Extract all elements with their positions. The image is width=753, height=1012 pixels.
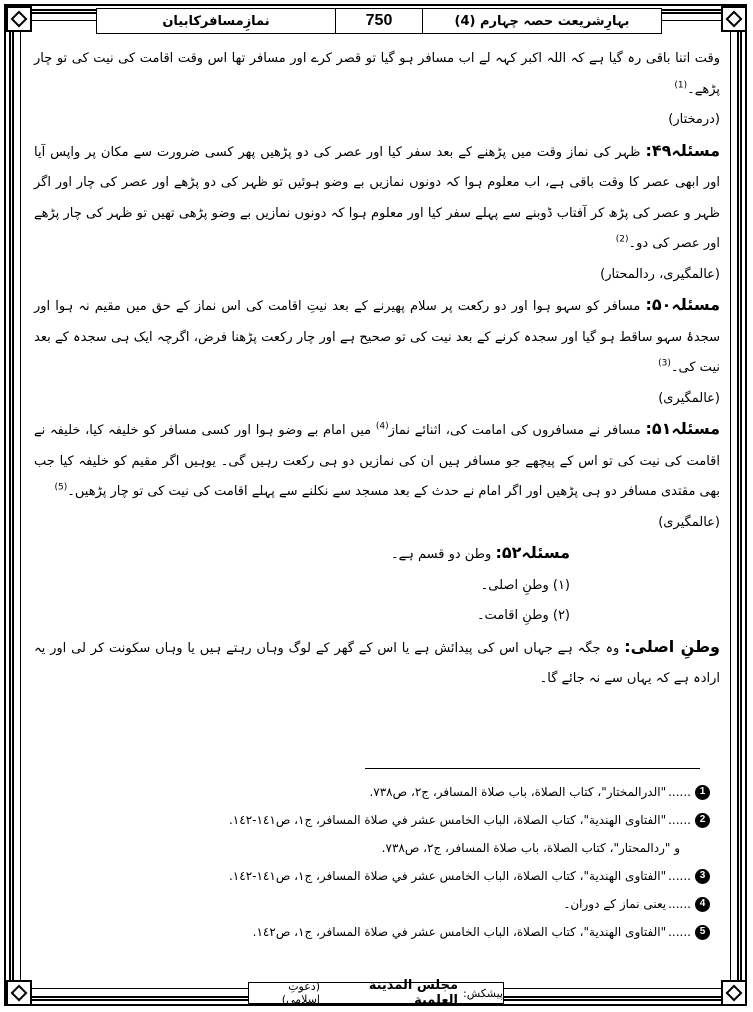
footnote-ref: (3) bbox=[658, 358, 671, 369]
source-citation: (عالمگیری) bbox=[658, 514, 720, 530]
list-item: (۱) وطنِ اصلی۔ bbox=[480, 577, 570, 593]
masala-label: مسئلہ۵۲: bbox=[495, 543, 570, 562]
list-item: (۲) وطنِ اقامت۔ bbox=[476, 608, 570, 623]
dots-leader: ...... bbox=[668, 925, 691, 939]
masala-text: میں امام بے وضو ہوا اور کسی مسافر کو خلیفہ کیا، خلیفہ نے اقامت کی نیت کی تو اس کے پیچھے جو مسافر ہیں ان کی نمازیں دو ہی رکعت رہیں گی۔ یوہیں اگر مقیم کو خلیفہ کیا جب بھی مقتدی مسافر دو ہی پڑھیں اور اگر امام نے حدث کے بعد مسجد سے نکلنے سے پہلے اقامت کی نیت کی تو چار پڑھیں۔ bbox=[34, 423, 720, 499]
footnote-item bbox=[40, 778, 710, 806]
footnote-item bbox=[40, 918, 710, 946]
corner-ornament bbox=[721, 980, 747, 1006]
book-title: بہارِشریعت حصہ چہارم (4) bbox=[454, 13, 630, 29]
footnote-item bbox=[40, 806, 710, 834]
paragraph-continued bbox=[34, 44, 720, 136]
main-text bbox=[34, 44, 720, 695]
footnote-number: 3 bbox=[695, 869, 710, 884]
masala-text: وطن دو قسم ہے۔ bbox=[390, 547, 492, 562]
footnote-continuation bbox=[40, 834, 710, 862]
footnote-text: "الفتاوى الهندية"، كتاب الصلاة، الباب الخامس عشر في صلاة المسافر، ج١، ص١٤١-١٤٢. bbox=[228, 869, 667, 883]
paragraph-text: وقت اتنا باقی رہ گیا ہے کہ اللہ اکبر کہہ لے اب مسافر ہو گیا تو قصر کرے اور مسافر تھا اس وقت اقامت کی نیت کی تو چار پڑھے۔ bbox=[34, 51, 720, 97]
dots-leader: ...... bbox=[668, 813, 691, 827]
masala-label: مسئلہ۵۱: bbox=[645, 419, 720, 438]
footnotes bbox=[40, 778, 710, 946]
footer-prefix: پیشکش: bbox=[463, 986, 503, 1000]
footnote-text: یعنی نماز کے دوران۔ bbox=[563, 897, 667, 911]
source-citation: (عالمگیری، ردالمحتار) bbox=[600, 266, 720, 282]
dots-leader: ...... bbox=[668, 869, 691, 883]
footnote-item bbox=[40, 862, 710, 890]
dots-leader: ...... bbox=[668, 897, 691, 911]
masala-52 bbox=[34, 538, 720, 632]
footnote-number: 1 bbox=[695, 785, 710, 800]
masala-text: مسافر نے مسافروں کی امامت کی، اثنائے نماز bbox=[388, 423, 641, 438]
footnote-text: و "ردالمحتار"، كتاب الصلاة، باب صلاة المسافر، ج٢، ص٧٣٨. bbox=[381, 841, 680, 855]
masala-text: ظہر کی نماز وقت میں پڑھنے کے بعد سفر کیا اور عصر کی دو پڑھیں پھر کسی ضرورت سے مکان پر واپس آیا اور ابھی عصر کا وقت باقی ہے، اب معلوم ہوا کہ دونوں نمازیں بے وضو ہوئیں تو ظہر کی دو پڑھے اور عصر کی چار اور اگر ظہر و عصر کی پڑھ کر آفتاب ڈوبنے سے پہلے سفر کیا اور معلوم ہوا کہ دونوں نمازیں بے وضو پڑھی تھیں تو ظہر کی چار پڑھے اور عصر کی دو۔ bbox=[34, 144, 720, 251]
footnote-text: "الفتاوى الهندية"، كتاب الصلاة، الباب الخامس عشر في صلاة المسافر، ج١، ص١٤٢. bbox=[252, 925, 667, 939]
masala-51 bbox=[34, 414, 720, 538]
masala-49 bbox=[34, 136, 720, 291]
masala-50 bbox=[34, 290, 720, 414]
watan-asli-definition bbox=[34, 632, 720, 695]
footnote-ref: (5) bbox=[54, 482, 68, 493]
footnote-ref: (2) bbox=[615, 234, 629, 245]
dots-leader: ...... bbox=[668, 785, 691, 799]
source-citation: (درمختار) bbox=[668, 112, 720, 127]
chapter-title: نمازِمسافرکابیان bbox=[162, 13, 270, 29]
footnote-ref: (1) bbox=[674, 80, 688, 91]
page-header bbox=[96, 8, 662, 34]
masala-label: مسئلہ۵۰: bbox=[645, 295, 721, 314]
footnote-divider bbox=[365, 768, 700, 769]
footer-organization: مجلس المدينة العلمية bbox=[368, 978, 458, 1008]
masala-label: مسئلہ۴۹: bbox=[645, 140, 720, 160]
page-footer bbox=[248, 978, 504, 1008]
corner-ornament bbox=[721, 6, 747, 32]
corner-ornament bbox=[6, 980, 32, 1006]
footnote-text: "الدرالمختار"، كتاب الصلاة، باب صلاة المسافر، ج٢، ص٧٣٨. bbox=[369, 785, 667, 799]
footnote-ref: (4) bbox=[375, 421, 389, 432]
definition-label: وطنِ اصلی: bbox=[624, 636, 721, 656]
source-citation: (عالمگیری) bbox=[658, 390, 720, 406]
definition-text: وہ جگہ ہے جہاں اس کی پیدائش ہے یا اس کے گھر کے لوگ وہاں رہتے ہیں یا وہاں سکونت کر لی اور یہ ارادہ ہے کہ یہاں سے نہ جائے گا۔ bbox=[34, 640, 720, 686]
footnote-item bbox=[40, 890, 710, 918]
footnote-text: "الفتاوى الهندية"، كتاب الصلاة، الباب الخامس عشر في صلاة المسافر، ج١، ص١٤١-١٤٢. bbox=[228, 813, 667, 827]
masala-text: مسافر کو سہو ہوا اور دو رکعت پر سلام پھیرنے کے بعد نیتِ اقامت کی اس نماز کے حق میں مقیم نہ ہوا اور سجدۂ سہو ساقط ہو گیا اور سجدہ کرنے کے بعد نیت کی تو صحیح ہے اور چار رکعت پڑھنا فرض، اگرچہ ایک ہی سجدہ کے بعد نیت کی۔ bbox=[34, 299, 720, 375]
page-number: 750 bbox=[335, 9, 423, 33]
footer-suffix: (دعوتِ اسلامی) bbox=[281, 980, 320, 1006]
footnote-number: 2 bbox=[695, 813, 710, 828]
corner-ornament bbox=[6, 6, 32, 32]
footnote-number: 5 bbox=[695, 925, 710, 940]
footnote-number: 4 bbox=[695, 897, 710, 912]
